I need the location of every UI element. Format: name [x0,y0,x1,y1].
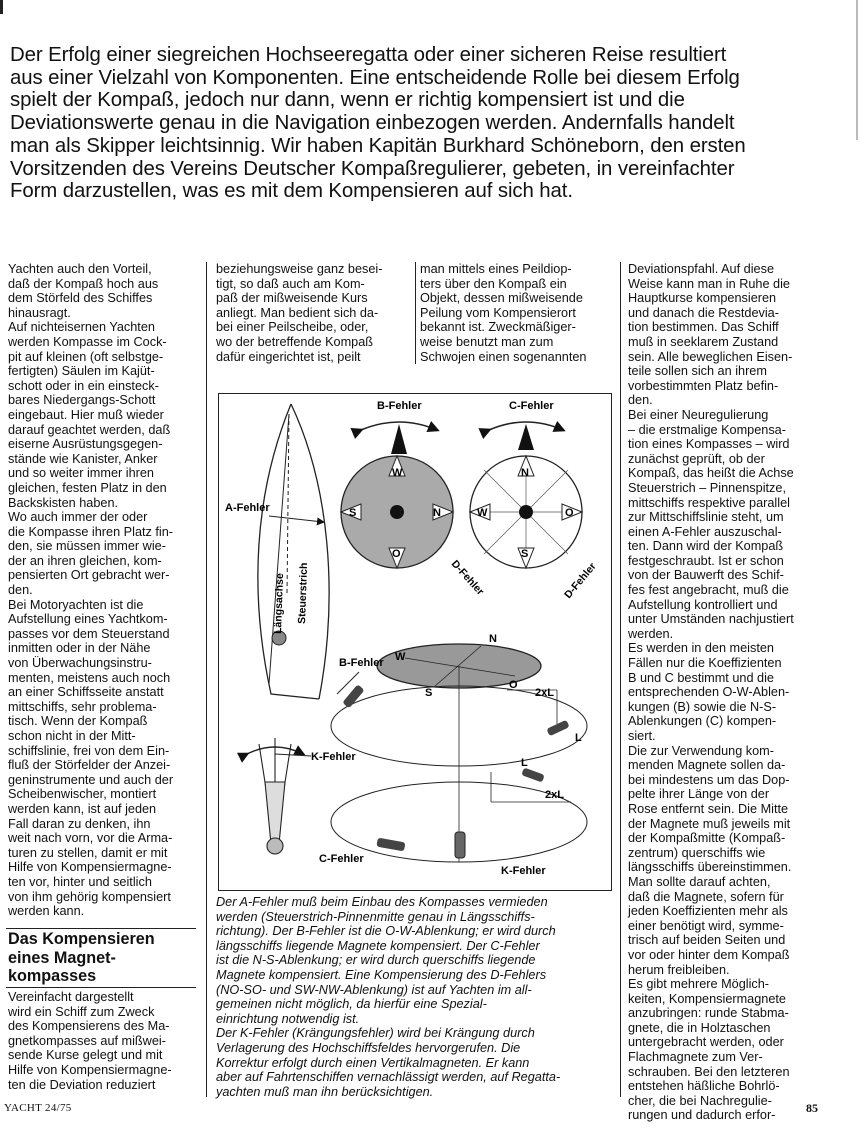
card-s: S [425,687,433,699]
figure-caption: Der A-Fehler muß beim Einbau des Kompasses vermieden werden (Steuerstrich-Pinnenmitte genau in Längsschiffs- richtung). Der B-Fehler ist die O-W-Ablenkung; er wird durch längsschiffs liegende Magnete kompensiert. Der C-Fehler ist die N-S-Ablenkung; er wird durch querschiffs liegende Magnete kompensiert. Eine Kompensierung des D-Fehlers (NO-SO- und SW-NW-Ablenkung) ist auf Yachten im all- gemeinen nicht möglich, da hierfür eine Spezial- einrichtung notwendig ist. Der K-Fehler (Krängungsfehler) wird bei Krängung durch Verlagerung des Hochschiffsfeldes hervorgerufen. Die Korrektur erfolgt durch einen Vertikalmagneten. Er kann aber auf Fahrtenschiffen vernachlässigt werden, auf Regatta- yachten muß man ihn berücksichtigen. [216,895,561,1099]
compass-rose-b [341,422,453,568]
compass-rose-c [470,422,582,568]
rose-c-s: S [521,548,529,560]
d-fehler-label-1: D-Fehler [448,557,487,598]
column-4-text: Deviationspfahl. Auf diese Weise kann man in Ruhe die Hauptkurse kompensieren und danach die Restdevia- tion bestimmen. Das Schiff muß in seeklarem Zustand sein. Alle beweglichen Eisen- teile sollen sich an ihrem vorbestimmten Platz befin- den. Bei einer Neuregulierung – die erstmalige Kompensa- tion eines Kompasses – wird zunächst geprüft, ob der Kompaß, das heißt die Achse Steuerstrich – Pinnenspitze, mittschiffs respektive parallel zur Mittschiffslinie steht, um einen A-Fehler auszuschal- ten. Dann wird der Kompaß festgeschraubt. Ist er schon von der Bauwerft des Schif- fes fest angebracht, muß die Aufstellung kontrolliert und unter Umständen nachjustiert werden. Es werden in den meisten Fällen nur die Koeffizienten B und C bestimmt und die entsprechenden O-W-Ablen- kungen (B) sowie die N-S- Ablenkungen (C) kompen- siert. Die zur Verwendung kom- menden Magnete sollen da- bei mindestens um das Dop- pelte ihrer Länge von der Rose entfernt sein. Die Mitte der Magnete muß jeweils mit der Kompaßmitte (Kompaß- zentrum) querschiffs wie längsschiffs übereinstimmen. Man sollte darauf achten, daß die Magnete, sofern für jeden Koeffizienten mehr als einer benötigt wird, symme- trisch auf beiden Seiten und vor oder hinter dem Kompaß herum freibleiben. Es gibt mehrere Möglich- keiten, Kompensiermagnete anzubringen: runde Stabma- gnete, die in Holztaschen untergebracht werden, oder Flachmagnete zum Ver- schrauben. Bei den letzteren entstehen häßliche Bohrlö- cher, die bei Nachregulie- rungen und dadurch erfor- [628,262,794,1123]
column-divider-2 [415,262,416,364]
column-2-text: beziehungsweise ganz besei- tigt, so daß auch am Kom- paß der mißweisende Kurs anliegt. Man bedient sich da- bei einer Peilscheibe, oder, wo der betreffende Kompaß dafür eingerichtet ist, peilt [216,262,383,364]
compass-deviation-diagram [219,394,610,889]
rose-b-w: W [392,467,403,479]
column-divider-1 [206,262,207,1097]
steuerstrich-label: Steuerstrich [296,562,311,625]
a-fehler-arrow [269,516,323,522]
k-fehler-label-2: K-Fehler [501,865,546,877]
laengsachse-label: Längsachse [272,573,287,635]
heading-rule-top [6,928,196,929]
page-edge-shadow [856,0,858,140]
figure-frame [218,393,612,891]
rose-c-o: O [565,507,574,519]
heeled-boat [247,738,311,854]
rose-c-w: W [477,507,488,519]
rose-b-n: N [433,507,441,519]
b-fehler-label: B-Fehler [377,400,422,412]
column-divider-3 [620,262,621,1097]
footer-magazine-issue: YACHT 24/75 [4,1102,72,1114]
card-n: N [489,633,497,645]
column-3-text: man mittels eines Peildiop- ters über den Kompaß ein Objekt, dessen mißweisende Peilung vom Kompensierort bekannt ist. Zweckmäßiger- weise benutzt man zum Schwojen einen sogenannten [420,262,587,364]
footer-page-number: 85 [806,1101,818,1115]
c-fehler-label: C-Fehler [509,400,554,412]
page-edge-mark [0,0,3,14]
distance-label-2: 2xL [545,789,564,801]
card-o: O [509,679,518,691]
length-label-2: L [521,757,528,769]
intro-paragraph: Der Erfolg einer siegreichen Hochseeregatta oder einer sicheren Reise resultiert aus einer Vielzahl von Komponenten. Eine entscheidende Rolle bei diesem Erfolg spielt der Kompaß, jedoch nur dann, wenn er richtig kompensiert ist und die Deviationswerte genau in die Navigation einbezogen werden. Andernfalls handelt man als Skipper leichtsinnig. Wir haben Kapitän Burkhard Schöneborn, den ersten Vorsitzenden des Vereins Deutscher Kompaßregulierer, gebeten, in vereinfachter Form darzustellen, was es mit dem Kompensieren auf sich hat. [10,44,746,203]
card-w: W [395,651,406,663]
length-label-1: L [575,732,582,744]
rose-b-o: O [392,548,401,560]
column-1-text: Yachten auch den Vorteil, daß der Kompaß hoch aus dem Störfeld des Schiffes hinausragt. Auf nichteisernen Yachten werden Kompasse im Cock- pit auf kleinen (oft selbstge- fertigten) Säulen im Kajüt- schott oder in ein einsteck- bares Niedergangs-Schott eingebaut. Hier muß wieder darauf geachtet werden, daß eiserne Ausrüstungsgegen- stände wie Kanister, Anker und so weiter immer ihren gleichen, festen Platz in den Backskisten haben. Wo auch immer der oder die Kompasse ihren Platz fin- den, sie müssen immer wie- der an ihren gleichen, kom- pensierten Ort gebracht wer- den. Bei Motoryachten ist die Aufstellung eines Yachtkom- passes vor dem Steuerstand inmitten oder in der Nähe von Überwachungsinstru- menten, meistens auch noch an einer Schiffsseite anstatt mittschiffs, sehr problema- tisch. Wenn der Kompaß schon nicht in der Mitt- schiffslinie, frei von dem Ein- fluß der Störfelder der Anzei- geninstrumente und auch der Scheibenwischer, montiert werden kann, ist auf jeden Fall daran zu denken, ihn weit nach vorn, vor die Arma- turen zu stellen, damit er mit Hilfe von Kompensiermagne- ten vor, hinter und seitlich von ihm gehörig kompensiert werden kann. [8,262,174,919]
heading-rule-bottom [6,987,196,988]
distance-label-1: 2xL [535,687,554,699]
rose-b-s: S [349,507,357,519]
column-1-text-continued: Vereinfacht dargestellt wird ein Schiff zum Zweck des Kompensierens des Ma- gnetkompasses auf mißwei- sende Kurse gelegt und mit Hilfe von Kompensiermagne- ten die Deviation reduziert [8,990,172,1092]
section-heading: Das Kompensieren eines Magnet- kompasses [8,930,155,985]
c-fehler-label-2: C-Fehler [319,853,364,865]
a-fehler-label: A-Fehler [225,502,270,514]
k-fehler-label-1: K-Fehler [311,751,356,763]
hull-outline [258,404,329,699]
b-fehler-label-2: B-Fehler [339,657,384,669]
d-fehler-label-2: D-Fehler [562,560,599,601]
rose-c-n: N [521,467,529,479]
